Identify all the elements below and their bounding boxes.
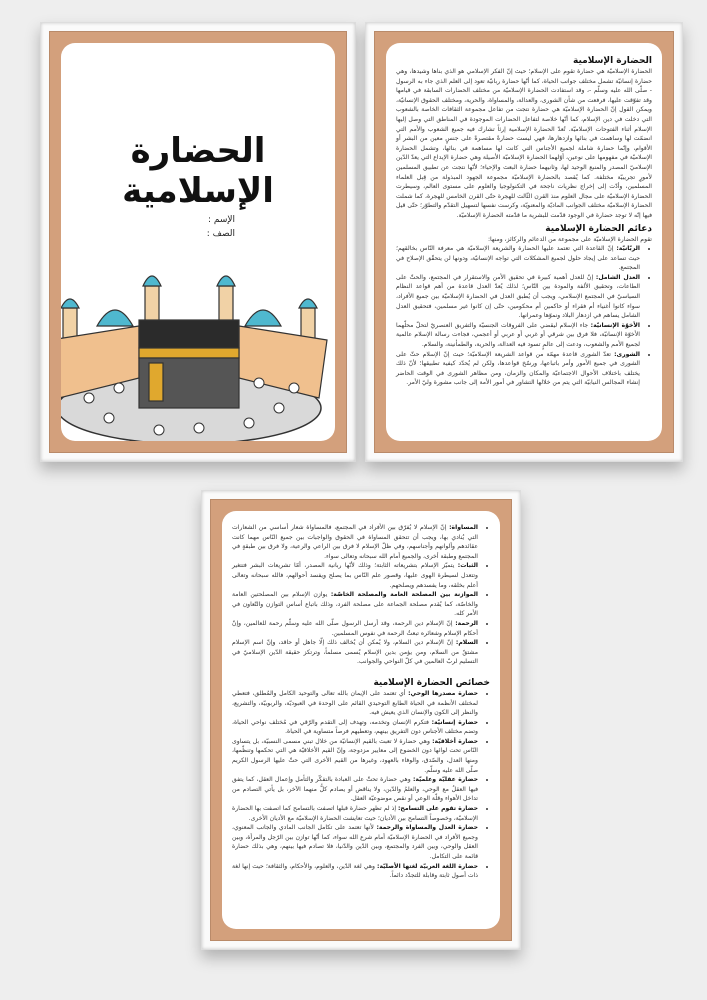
- name-label: الإسم :: [207, 215, 235, 225]
- features-list: [232, 689, 490, 881]
- kaaba-illustration: [61, 248, 329, 441]
- cover-frame: [40, 22, 356, 462]
- page-three: [222, 511, 500, 929]
- page-two-frame: [365, 22, 683, 462]
- list-item: • حضارة العدل والمساواة والرحمة: لأنها تعتمد على تكامل الجانب المادي والجانب المعنوي، وجميع الأفراد في الحضارة الإسلاميّة أمام شرع الله سواء، كما أنّها توازن بين الرّجل والمرأة، وبين العقل والوحي، وبين الفرد والمجتمع، وبين الدّين والدّنيا، فلا تصادم فيها بينهم، وهي بذلك حضارة قائمة على التكامل.: [232, 823, 478, 861]
- pillars-list-continued: [232, 523, 490, 667]
- list-item: • الأخوّة الإنسانيّة: جاء الإسلام ليقضي على الفروقات الجنسيّة والتفريق العنصريّ لتحلّ محلّهما الأخوّة الإنسانيّة، فلا فرق بين شرقي أو غربي أو عربي أو أعجمي، فجاءت رسالة الإسلام عالمية لجميع الأمم والشعوب، ودعت إلى عالمٍ تسود فيه العدالة، والحرية، والطمأنينة، والسلام.: [396, 321, 640, 350]
- list-item: • حضارة أخلاقيّة: وهي حضارة لا تعبث بالقيم الإنسانيّة من خلال تبني مسمى النسبيّة، بل يتساوى النّاس تحت لوائها دون الخضوع إلى معايير مزدوجة، وإنّ القيم الأخلاقيّة هي التي تحكمها وتنظّمها، ومنها العدل، والصّدق، والوفاء بالعهود، وغيرها من القيم الأخرى التي حثّ عليها الرسول الكريم صلّى الله عليه وسلّم.: [232, 737, 478, 775]
- list-item: • الشورى: تعدّ الشورى قاعدة مهمّة من قواعد الشريعة الإسلاميّة؛ حيث إنّ الإسلام حثّ على الشورى في جميع الأمور وأمر باتباعها، ورسّخ قواعدها، ولكن لم يُحدّد كيفية تطبيقها؛ لأنّ ذلك يختلف باختلاف الأحوال الاجتماعيّة والمكان والزمان، ومن مظاهر الشورى في الوقت الحاضر إنشاء المجالس النيابيّة التي يتم من خلالها التشاور في أمور الأمة إلى جانب مشورة وليّ الأمر.: [396, 350, 640, 388]
- page-two: [386, 43, 662, 441]
- list-item: • حضارة اللغة العربيّة لغتها الأصليّة: وهي لغة الدّين، والعلوم، والأحكام، والثقافة؛ حيث إنها لغة ذات أصول ثابتة وقابلة للتجدّد دائماً.: [232, 862, 478, 881]
- cover-page: [61, 43, 335, 441]
- intro-paragraph: الحضارة الإسلاميّة هي حضارة تقوم على الإسلام؛ حيث إنّ الفكر الإسلامي هو الذي بناها وشيدها، وهي حضارة إنسانيّة تشمل مختلف جوانب الحياة، كما أنّها حضارة ربانيّة تعود إلى العلم الذي جاء به الرسول - صلّى الله عليه وسلّم -، وقد استفادت الحضارة الإسلاميّة من مختلف الحضارات السابقة في قيامها وقد تفوّقت عليها، فرفعت من شأن الشورى، والعدالة، والمساواة، والحرية، ومختلف الحقوق الإنسانيّة، ويمكن القول إنّ الحضارة الإسلاميّة هي حضارة نتجت من تفاعل مجموعة الثقافات الخاصة بالشعوب التي دخلت في دين الإسلام، كما أنّها خلاصة لتفاعل الحضارات الموجودة في المناطق التي وصل إليها الإسلام أثناء الفتوحات الإسلاميّة. تُعدّ الحضارة الإسلامية إرثاً تشارك فيه جميع الشعوب والأمم التي انضمّت لها وساهمت في بنائها وازدهارها، فهي ليست حضارةً مقتصرةً على جنسٍ معين من البشر أو الأقوام، وإنّما حضارة شاملة لجميع الأجناس التي كانت لها مساهمة في بنائها، وتشمل الحضارة الإسلاميّة في مفهومها على نوعين، أوّلهما الحضارة الإسلاميّة الأصيلة وهي حضارة الإبداع التي يعدّ الدّين الإسلاميّ المصدر والمنبع الوحيد لها، وثانيهما حضارة البعث والإحياء؛ لأنّها نتجت عن تطبيق المسلمين لأمورٍ تجريبيّة مختلفة. كما يُقصد بالحضارة الإسلاميّة مجموعة الجهود المبذولة من قِبل العلماء المسلمين، وأدّت إلى إخراج نظريات ناجحة في التكنولوجيا والعلوم على مستوى العالم، وسيطرت الحضارة الإسلاميّة على مجال العلوم منذ القرن الثّالث للهجرة حتّى القرن الخامس للهجرة، كما شملت الحضارة الإسلاميّة مختلف الجوانب الماديّة والمعنويّة، وكرست نفسها لتسهيل التقدّم والتطوّر؛ حتّى قيل فيها إنّه لا توجد حضارة في الوجود قدّمت للبشرية ما قدّمته الحضارة الإسلاميّة.: [396, 68, 652, 219]
- pillars-intro: تقوم الحضارة الإسلاميّة على مجموعة من الدعائم والركائز، ومنها:: [487, 235, 652, 243]
- list-item: • المساواة: إنّ الإسلام لا يُفرّق بين الأفراد في المجتمع، فالمساواة شعار أساسي من الشعارات التي يُنادي بها، ويجب أن تتحقق المساواة في الحقوق والواجبات بين جميع النّاس مهما كانت عقائدهم وألوانهم وأجناسهم، وفي ظلّ الإسلام لا فرق بين الراعي والرعية، ولا فرق بين طبقةٍ في المجتمع وطبقة أخرى، والجميع أمام الله سبحانه وتعالى سواء.: [232, 523, 478, 561]
- list-item: • حضارة إنسانيّة: فتكرم الإنسان وتخدمه، وتهدف إلى التقدم والرّقي في مُختلف نواحي الحياة، وتضم مختلف الأجناس دون التفريق بينهم، وتعطيهم فرصاً متساوية في الحياة.: [232, 718, 478, 737]
- heading-features: خصائص الحضارة الإسلامية: [373, 677, 490, 688]
- class-label: الصف :: [206, 229, 235, 239]
- list-item: • الربّانيّة: إنّ القاعدة التي تعتمد عليها الحضارة والشريعة الإسلاميّة هي معرفة النّاس بخالقهم؛ حيث تساعد على إيجاد حلول لجميع المشكلات التي تواجه الإنسانيّة، ودونها لن يتحقّق الإصلاح في المجتمع.: [396, 244, 640, 273]
- page-three-frame: [201, 490, 521, 950]
- heading-pillars: دعائم الحضارة الإسلامية: [545, 223, 652, 234]
- list-item: • العدل الشامل: إنّ للعدل أهمية كبيرة في تحقيق الأمن والاستقرار في المجتمع، والحثّ على الطاعات، وتحقيق الألفة والمودة بين النّاس؛ لذلك يُعدّ العدل قاعدة من أهم قواعد النظام السياسيّ في المجتمع الإسلامي، ويجب أن يُطبق العدل في الحضارة الإسلاميّة بين جميع الأفراد، سواء كانوا أغنياء أم فقراء أو حاكمين أم محكومين، حتّى إن كانوا غير مسلمين، فتحقيق العدل الشامل يساهم في ازدهار البلاد ونموّها وعمرانها.: [396, 273, 640, 321]
- cover-title: الحضارة الإسلامية: [122, 131, 274, 211]
- list-item: • حضارة تقوم على التسامح: إذ لم تظهر حضارة قبلها اتصفت بالتسامح كما اتصفت بها الحضارة الإسلاميّة، وخصوصاً التسامح بين الأديان؛ حيث تعايشت الحضارة الإسلاميّة مع الأديان الأخرى.: [232, 804, 478, 823]
- list-item: • حضارة عقليّة وعلميّة: وهي حضارة تحثّ على العبادة بالتفكّر والتأمل وإعمال العقل، كما يتفق فيها العقلُ مع الوحي، والعلمُ والدّين، ولا يناقض أو يصادم كلُّ منهما الآخر، بل يأتي التصادم من تداخل الأهواء وقلّة الوعي أو نقص موضوعيّة العقل.: [232, 775, 478, 804]
- list-item: • الرحمة: إنّ الإسلام دين الرحمة، وقد أرسل الرسول صلّى الله عليه وسلّم رحمة للعالمين، وإنّ أحكام الإسلام وشعائره تبعثُ الرحمة في نفوس المسلمين.: [232, 619, 478, 638]
- pillars-list: [396, 244, 652, 388]
- list-item: • حضارة مصدرها الوحي: أي تعتمد على الإيمان بالله تعالى والتوحيد الكامل والمُطلق، فتعطي لمختلف الأنظمة في الحياة الطابع التوحيدي القائم على الوحدة في العبوديّة، والربوبيّة، والتشريع، والنظر إلى الكون والإنسان الذي يعيش فيه.: [232, 689, 478, 718]
- list-item: • الثبات: يتميّز الإسلام بتشريعاته الثابتة؛ وذلك لأنّها ربانية المصدر، أمّا تشريعات البشر فتتغير وتتعدل لسيطرة الهوى عليها، وقصور علم النّاس بما يصلح ويفسد أحوالهم، فالله سبحانه وتعالى أعلم بخلقه، وما يفسدهم ويصلحهم.: [232, 561, 478, 590]
- list-item: • الموازنة بين المصلحة العامة والمصلحة الخاصّة: يوازن الإسلام بين المصلحتين العامة والخاصّة، كما يُقدم مصلحة الجماعة على مصلحة الفرد، وذلك باتباع أساس التوازن والتّعاون في الأمر كله.: [232, 590, 478, 619]
- heading-islamic-civilization: الحضارة الإسلامية: [572, 56, 652, 66]
- list-item: • السلام: إنّ الإسلام دين السلام، ولا يُمكن أن يُخالف ذلك إلّا جاهل أو حاقد، وإنّ اسم الإسلام مشتقّ من السلام، ومن يؤمن بدين الإسلام يُسمى مسلماً، وترتكز حقيقة الدّين الإسلاميّ في التسليم لربّ العالمين في كلّ النواحي والجوانب.: [232, 638, 478, 667]
